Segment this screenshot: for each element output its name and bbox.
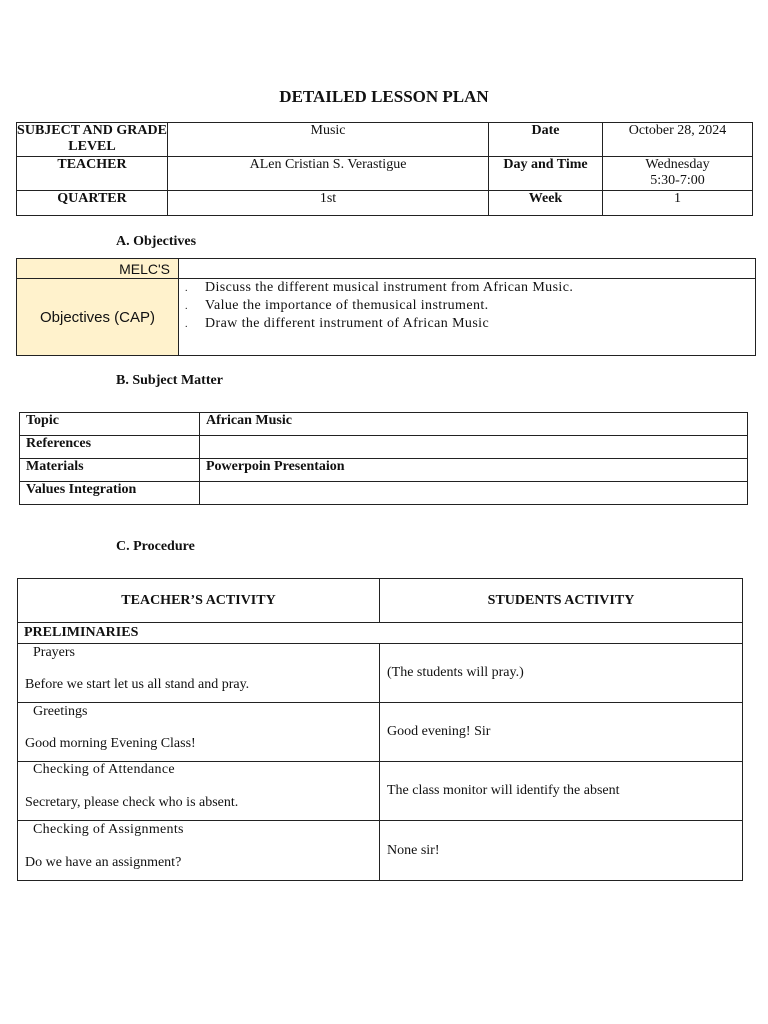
student-activity-text: Good evening! Sir — [380, 703, 743, 762]
week-label: Week — [489, 191, 603, 216]
subject-label: SUBJECT AND GRADE LEVEL — [17, 123, 168, 157]
cap-label: Objectives (CAP) — [17, 279, 179, 356]
activity-title: Checking of Assignments — [33, 822, 184, 837]
activity-title: Checking of Attendance — [33, 762, 175, 777]
teacher-activity-text: Before we start let us all stand and pray. — [25, 677, 250, 692]
objective-text: Value the importance of themusical instrument. — [205, 298, 489, 313]
sm-label-values: Values Integration — [20, 482, 200, 505]
sm-label-materials: Materials — [20, 459, 200, 482]
objective-item — [179, 315, 755, 333]
col-teacher-header: TEACHER’S ACTIVITY — [18, 579, 380, 623]
objective-item — [179, 297, 755, 315]
daytime-value — [603, 157, 753, 191]
sm-value-references — [200, 436, 748, 459]
bullet: . — [185, 319, 188, 330]
objective-text: Draw the different instrument of African Music — [205, 316, 490, 331]
procedure-heading: C. Procedure — [116, 539, 195, 554]
objective-text: Discuss the different musical instrument from African Music. — [205, 280, 574, 295]
student-activity-text: The class monitor will identify the absent — [380, 762, 743, 821]
activity-title: Greetings — [33, 704, 88, 719]
teacher-activity-text: Do we have an assignment? — [25, 855, 182, 870]
quarter-value: 1st — [168, 191, 489, 216]
melcs-label: MELC'S — [17, 259, 179, 279]
objectives-heading: A. Objectives — [116, 234, 197, 249]
bullet: . — [185, 283, 188, 294]
header-info-table — [16, 122, 753, 216]
activity-title: Prayers — [33, 645, 75, 660]
daytime-day: Wednesday — [645, 157, 710, 172]
teacher-label: TEACHER — [17, 157, 168, 191]
student-activity-text: None sir! — [380, 821, 743, 881]
teacher-activity-cell — [18, 762, 380, 821]
teacher-activity-text: Secretary, please check who is absent. — [25, 795, 239, 810]
preliminaries-label: PRELIMINARIES — [18, 623, 743, 644]
objective-item — [179, 279, 755, 297]
bullet: . — [185, 301, 188, 312]
subject-matter-heading: B. Subject Matter — [116, 373, 223, 388]
daytime-time: 5:30-7:00 — [650, 173, 705, 188]
sm-label-references: References — [20, 436, 200, 459]
sm-value-materials: Powerpoin Presentaion — [200, 459, 748, 482]
sm-value-topic: African Music — [200, 413, 748, 436]
teacher-value: ALen Cristian S. Verastigue — [168, 157, 489, 191]
sm-label-topic: Topic — [20, 413, 200, 436]
teacher-activity-cell — [18, 703, 380, 762]
melcs-value — [179, 259, 756, 279]
teacher-activity-cell — [18, 821, 380, 881]
sm-value-values — [200, 482, 748, 505]
quarter-label: QUARTER — [17, 191, 168, 216]
objectives-table — [16, 258, 756, 356]
procedure-table — [17, 578, 743, 881]
date-value: October 28, 2024 — [603, 123, 753, 157]
col-students-header: STUDENTS ACTIVITY — [380, 579, 743, 623]
subject-matter-table — [19, 412, 748, 505]
student-activity-text: (The students will pray.) — [380, 644, 743, 703]
subject-value: Music — [168, 123, 489, 157]
page-title: DETAILED LESSON PLAN — [279, 87, 489, 106]
week-value: 1 — [603, 191, 753, 216]
objectives-list — [179, 279, 756, 356]
daytime-label: Day and Time — [489, 157, 603, 191]
teacher-activity-text: Good morning Evening Class! — [25, 736, 196, 751]
teacher-activity-cell — [18, 644, 380, 703]
date-label: Date — [489, 123, 603, 157]
